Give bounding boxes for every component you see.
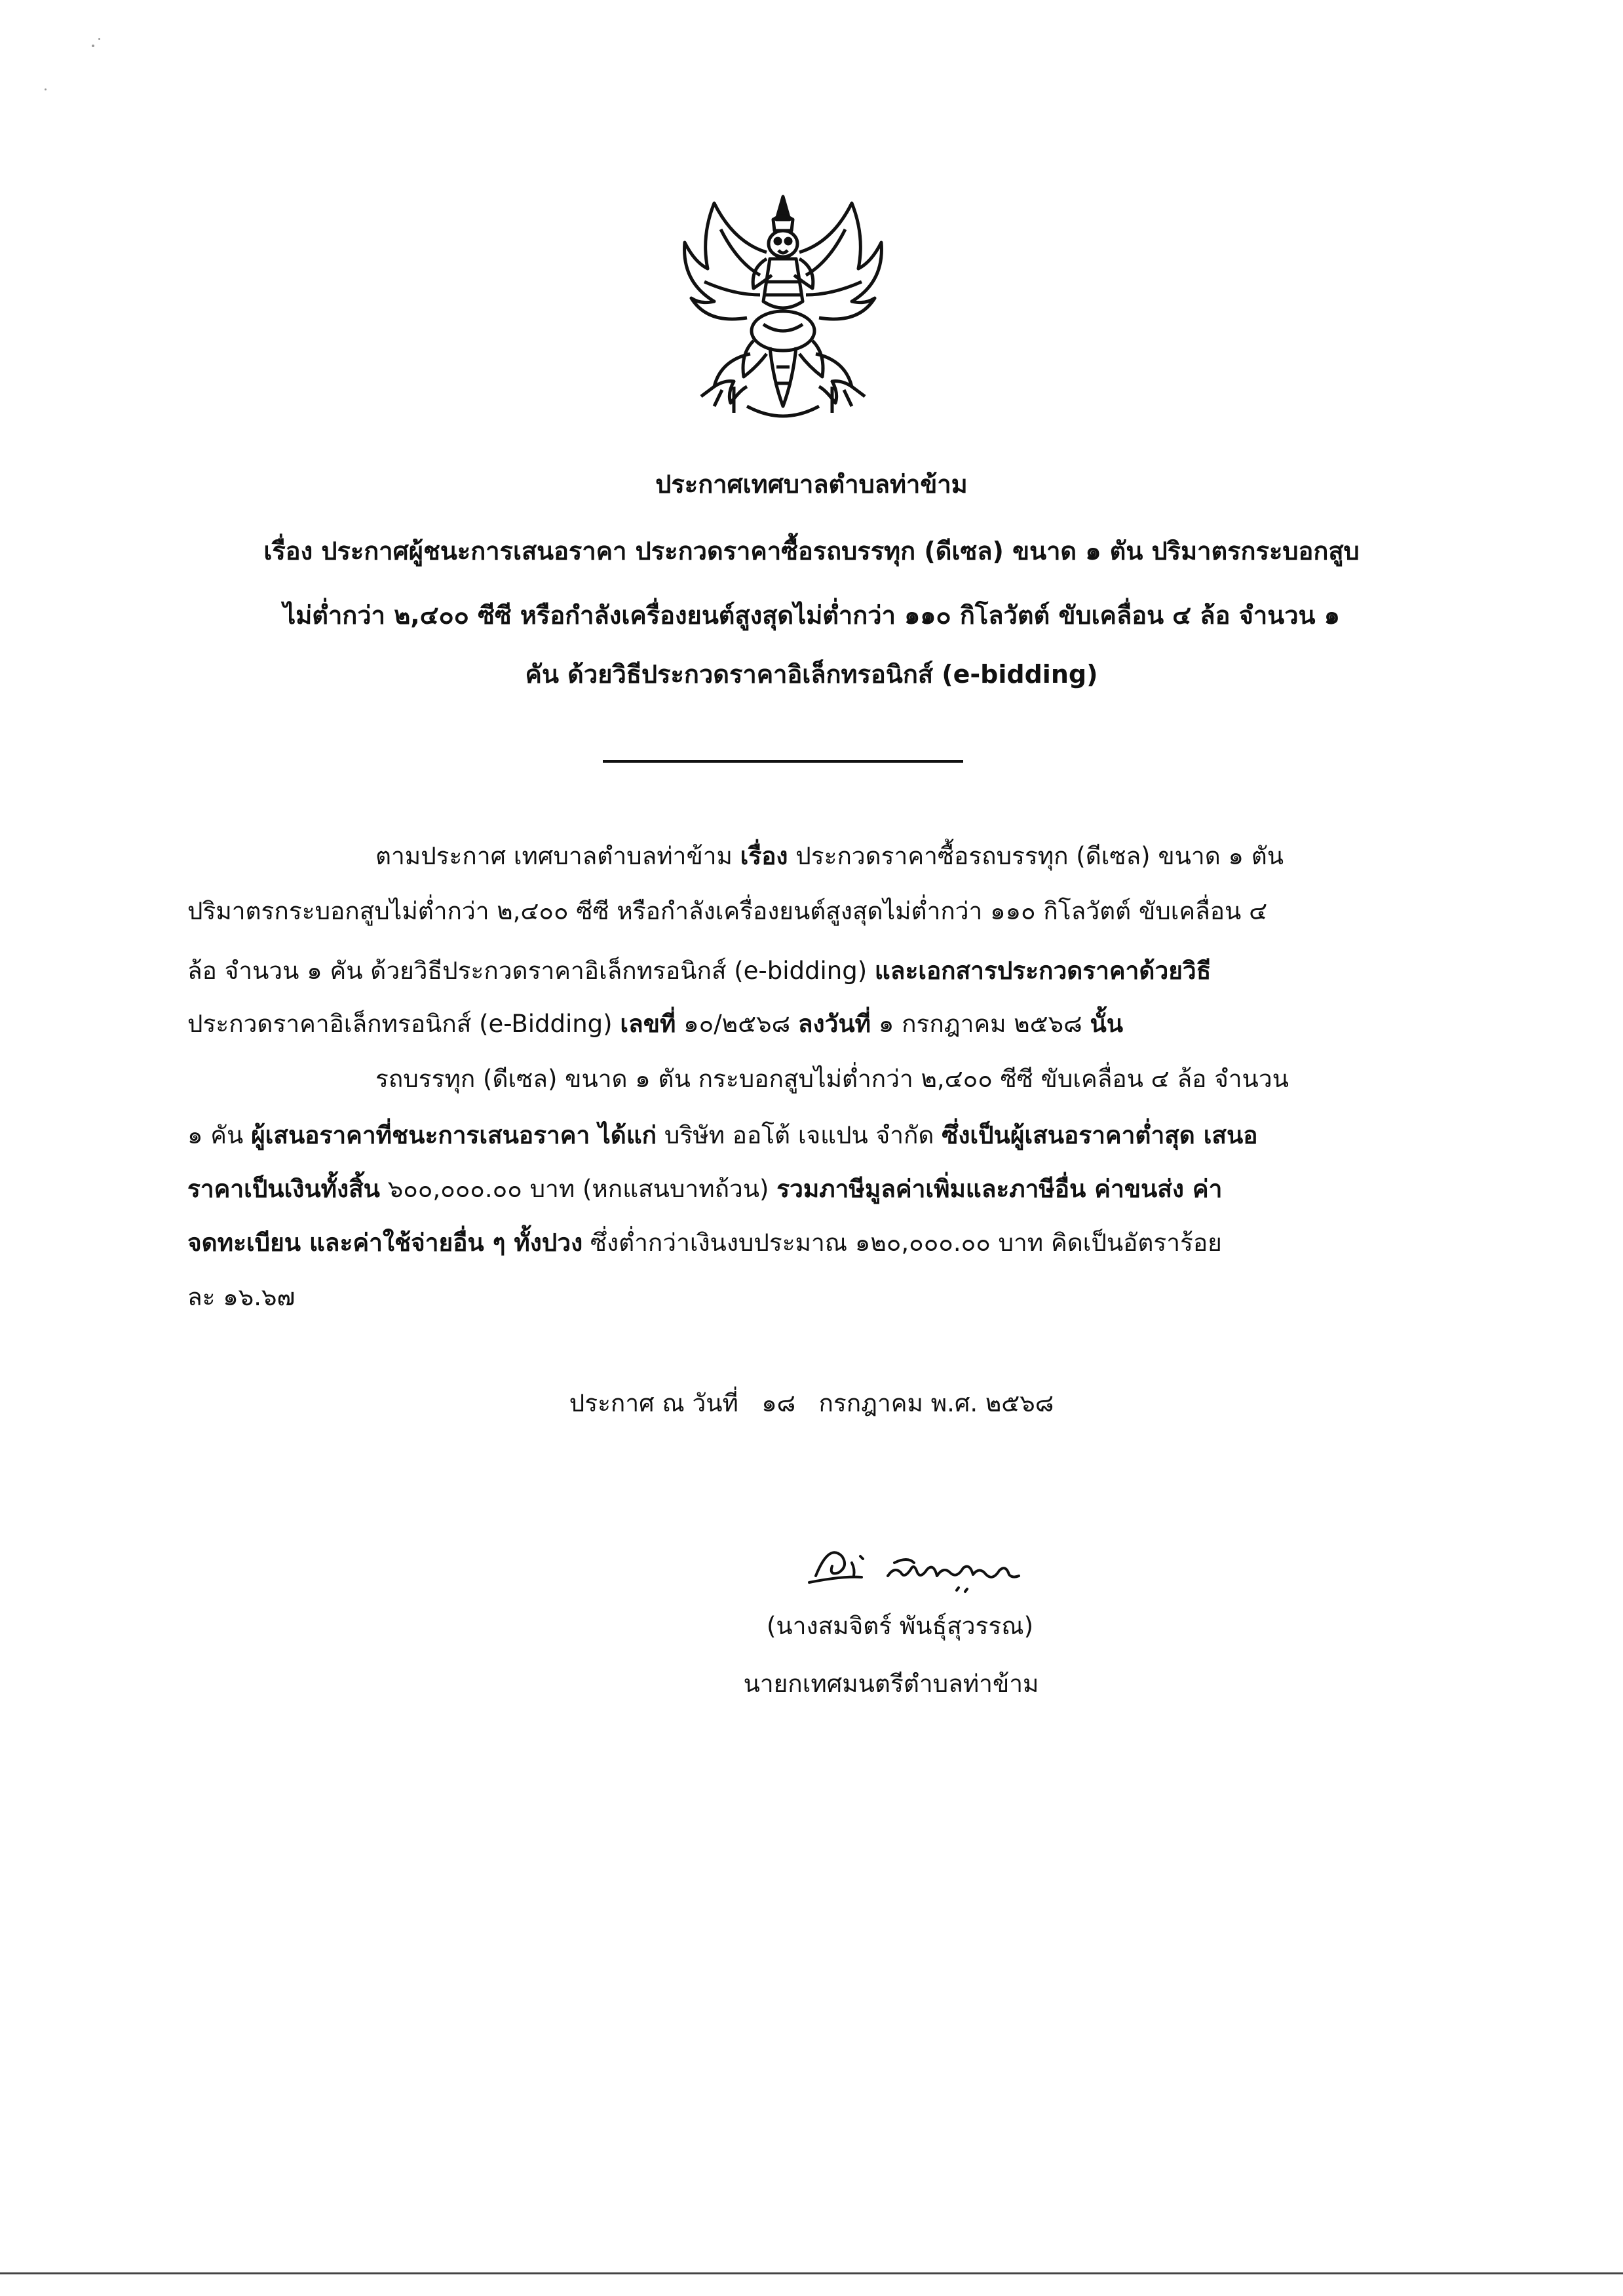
garuda-emblem-icon <box>675 190 891 426</box>
paragraph-1-line-4: ประกวดราคาอิเล็กทรอนิกส์ (e-Bidding) เลขที่ ๑๐/๒๕๖๘ ลงวันที่ ๑ กรกฎาคม ๒๕๖๘ นั้น <box>187 1010 1124 1038</box>
paragraph-2-line-5: ละ ๑๖.๖๗ <box>187 1283 296 1311</box>
paragraph-2-line-1: รถบรรทุก (ดีเซล) ขนาด ๑ ตัน กระบอกสูบไม่ต่ำกว่า ๒,๔๐๐ ซีซี ขับเคลื่อน ๔ ล้อ จำนวน <box>375 1065 1289 1093</box>
scan-speck <box>92 45 94 47</box>
announcement-date: ประกาศ ณ วันที่ ๑๘ กรกฎาคม พ.ศ. ๒๕๖๘ <box>569 1389 1054 1417</box>
paragraph-1-line-3: ล้อ จำนวน ๑ คัน ด้วยวิธีประกวดราคาอิเล็กทรอนิกส์ (e-bidding) และเอกสารประกวดราคาด้วยวิธี <box>187 957 1212 985</box>
subject-line-3: คัน ด้วยวิธีประกวดราคาอิเล็กทรอนิกส์ (e-bidding) <box>525 660 1098 689</box>
paragraph-1-line-1: ตามประกาศ เทศบาลตำบลท่าข้าม เรื่อง ประกวดราคาซื้อรถบรรทุก (ดีเซล) ขนาด ๑ ตัน <box>375 842 1284 870</box>
paragraph-2-line-3: ราคาเป็นเงินทั้งสิ้น ๖๐๐,๐๐๐.๐๐ บาท (หกแสนบาทถ้วน) รวมภาษีมูลค่าเพิ่มและภาษีอื่น ค่าขนส่ง ค่า <box>187 1175 1223 1203</box>
subject-label: เรื่อง ประกาศผู้ชนะการเสนอราคา <box>263 537 627 565</box>
subject-line-1 <box>0 531 1623 571</box>
divider-rule <box>603 760 963 763</box>
scan-edge-line <box>0 2272 1623 2274</box>
paragraph-1-line-2: ปริมาตรกระบอกสูบไม่ต่ำกว่า ๒,๔๐๐ ซีซี หรือกำลังเครื่องยนต์สูงสุดไม่ต่ำกว่า ๑๑๐ กิโลวัตต์ ขับเคลื่อน ๔ <box>187 897 1268 925</box>
signer-title: นายกเทศมนตรีตำบลท่าข้าม <box>743 1670 1039 1698</box>
handwritten-signature <box>803 1537 1039 1596</box>
signer-name: (นางสมจิตร์ พันธุ์สุวรรณ) <box>767 1612 1034 1640</box>
announcement-title: ประกาศเทศบาลตำบลท่าข้าม <box>655 470 968 499</box>
paragraph-2-line-2: ๑ คัน ผู้เสนอราคาที่ชนะการเสนอราคา ได้แก่ บริษัท ออโต้ เจแปน จำกัด ซึ่งเป็นผู้เสนอราคาต่ำสุด เสนอ <box>187 1121 1258 1149</box>
subject-text: ประกวดราคาซื้อรถบรรทุก (ดีเซล) ขนาด ๑ ตัน ปริมาตรกระบอกสูบ <box>626 537 1360 565</box>
scan-speck <box>45 88 47 90</box>
subject-line-2: ไม่ต่ำกว่า ๒,๔๐๐ ซีซี หรือกำลังเครื่องยนต์สูงสุดไม่ต่ำกว่า ๑๑๐ กิโลวัตต์ ขับเคลื่อน ๔ ล้อ จำนวน ๑ <box>283 601 1340 630</box>
paragraph-2-line-4: จดทะเบียน และค่าใช้จ่ายอื่น ๆ ทั้งปวง ซึ่งต่ำกว่าเงินงบประมาณ ๑๒๐,๐๐๐.๐๐ บาท คิดเป็นอัตราร้อย <box>187 1229 1222 1257</box>
scan-speck <box>98 38 100 40</box>
